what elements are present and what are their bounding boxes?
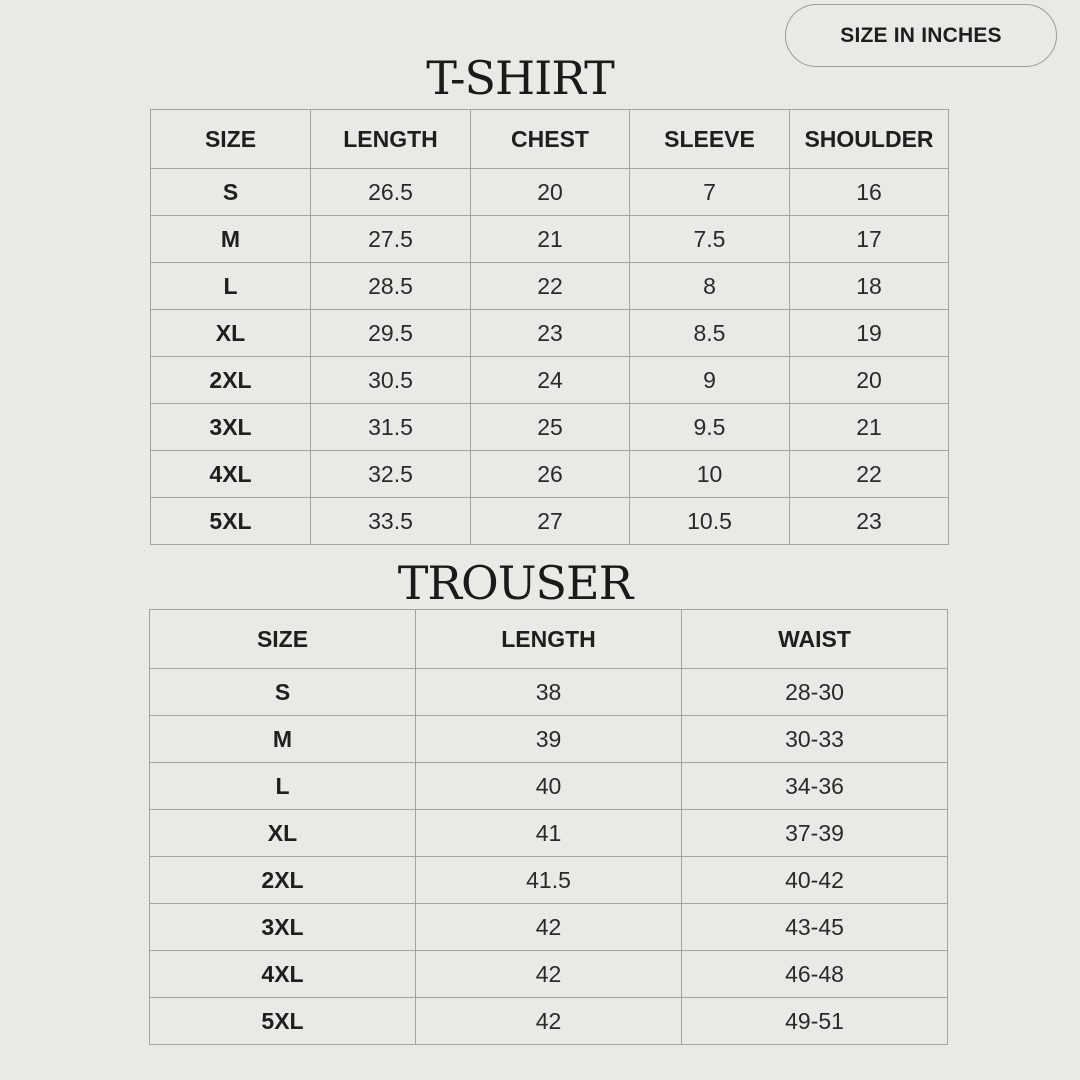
waist-cell: 30-33	[682, 716, 948, 763]
tshirt-title: T-SHIRT	[426, 51, 614, 105]
waist-cell: 34-36	[682, 763, 948, 810]
chest-cell: 21	[471, 216, 630, 263]
shoulder-cell: 19	[790, 310, 949, 357]
shoulder-cell: 21	[790, 404, 949, 451]
sleeve-cell: 10.5	[630, 498, 790, 545]
length-cell: 27.5	[311, 216, 471, 263]
size-cell: XL	[151, 310, 311, 357]
size-cell: 2XL	[150, 857, 416, 904]
column-header: SHOULDER	[790, 110, 949, 169]
waist-cell: 43-45	[682, 904, 948, 951]
length-cell: 33.5	[311, 498, 471, 545]
shoulder-cell: 16	[790, 169, 949, 216]
table-header-row	[150, 610, 948, 669]
table-row	[150, 669, 948, 716]
waist-cell: 28-30	[682, 669, 948, 716]
sleeve-cell: 9.5	[630, 404, 790, 451]
column-header: CHEST	[471, 110, 630, 169]
chest-cell: 22	[471, 263, 630, 310]
table-header-row	[151, 110, 949, 169]
table-row	[150, 763, 948, 810]
length-cell: 28.5	[311, 263, 471, 310]
table-row	[151, 451, 949, 498]
waist-cell: 49-51	[682, 998, 948, 1045]
length-cell: 38	[416, 669, 682, 716]
sleeve-cell: 9	[630, 357, 790, 404]
size-cell: XL	[150, 810, 416, 857]
shoulder-cell: 20	[790, 357, 949, 404]
sleeve-cell: 10	[630, 451, 790, 498]
length-cell: 32.5	[311, 451, 471, 498]
shoulder-cell: 22	[790, 451, 949, 498]
chest-cell: 27	[471, 498, 630, 545]
size-cell: 5XL	[151, 498, 311, 545]
table-row	[151, 216, 949, 263]
sleeve-cell: 8.5	[630, 310, 790, 357]
table-row	[151, 263, 949, 310]
chest-cell: 26	[471, 451, 630, 498]
trouser-title: TROUSER	[397, 556, 633, 610]
length-cell: 42	[416, 998, 682, 1045]
table-row	[151, 498, 949, 545]
size-cell: 3XL	[151, 404, 311, 451]
table-row	[150, 857, 948, 904]
table-row	[150, 998, 948, 1045]
length-cell: 39	[416, 716, 682, 763]
chest-cell: 23	[471, 310, 630, 357]
shoulder-cell: 18	[790, 263, 949, 310]
table-row	[151, 310, 949, 357]
sleeve-cell: 7	[630, 169, 790, 216]
table-row	[150, 716, 948, 763]
size-cell: M	[150, 716, 416, 763]
column-header: SIZE	[151, 110, 311, 169]
size-cell: 2XL	[151, 357, 311, 404]
size-cell: 4XL	[151, 451, 311, 498]
length-cell: 29.5	[311, 310, 471, 357]
column-header: LENGTH	[311, 110, 471, 169]
length-cell: 31.5	[311, 404, 471, 451]
length-cell: 41	[416, 810, 682, 857]
length-cell: 42	[416, 951, 682, 998]
table-row	[150, 810, 948, 857]
column-header: LENGTH	[416, 610, 682, 669]
chest-cell: 24	[471, 357, 630, 404]
trouser-size-table	[149, 609, 948, 1045]
waist-cell: 37-39	[682, 810, 948, 857]
waist-cell: 40-42	[682, 857, 948, 904]
table-row	[151, 357, 949, 404]
chest-cell: 20	[471, 169, 630, 216]
size-cell: 3XL	[150, 904, 416, 951]
size-unit-badge: SIZE IN INCHES	[785, 4, 1057, 67]
waist-cell: 46-48	[682, 951, 948, 998]
length-cell: 26.5	[311, 169, 471, 216]
table-row	[150, 904, 948, 951]
size-cell: L	[150, 763, 416, 810]
length-cell: 30.5	[311, 357, 471, 404]
size-cell: L	[151, 263, 311, 310]
size-cell: S	[151, 169, 311, 216]
table-row	[150, 951, 948, 998]
shoulder-cell: 23	[790, 498, 949, 545]
column-header: SIZE	[150, 610, 416, 669]
chest-cell: 25	[471, 404, 630, 451]
tshirt-size-table	[150, 109, 949, 545]
table-row	[151, 169, 949, 216]
sleeve-cell: 8	[630, 263, 790, 310]
column-header: WAIST	[682, 610, 948, 669]
size-cell: 5XL	[150, 998, 416, 1045]
table-row	[151, 404, 949, 451]
column-header: SLEEVE	[630, 110, 790, 169]
shoulder-cell: 17	[790, 216, 949, 263]
length-cell: 41.5	[416, 857, 682, 904]
size-cell: 4XL	[150, 951, 416, 998]
sleeve-cell: 7.5	[630, 216, 790, 263]
size-cell: M	[151, 216, 311, 263]
length-cell: 42	[416, 904, 682, 951]
size-cell: S	[150, 669, 416, 716]
length-cell: 40	[416, 763, 682, 810]
